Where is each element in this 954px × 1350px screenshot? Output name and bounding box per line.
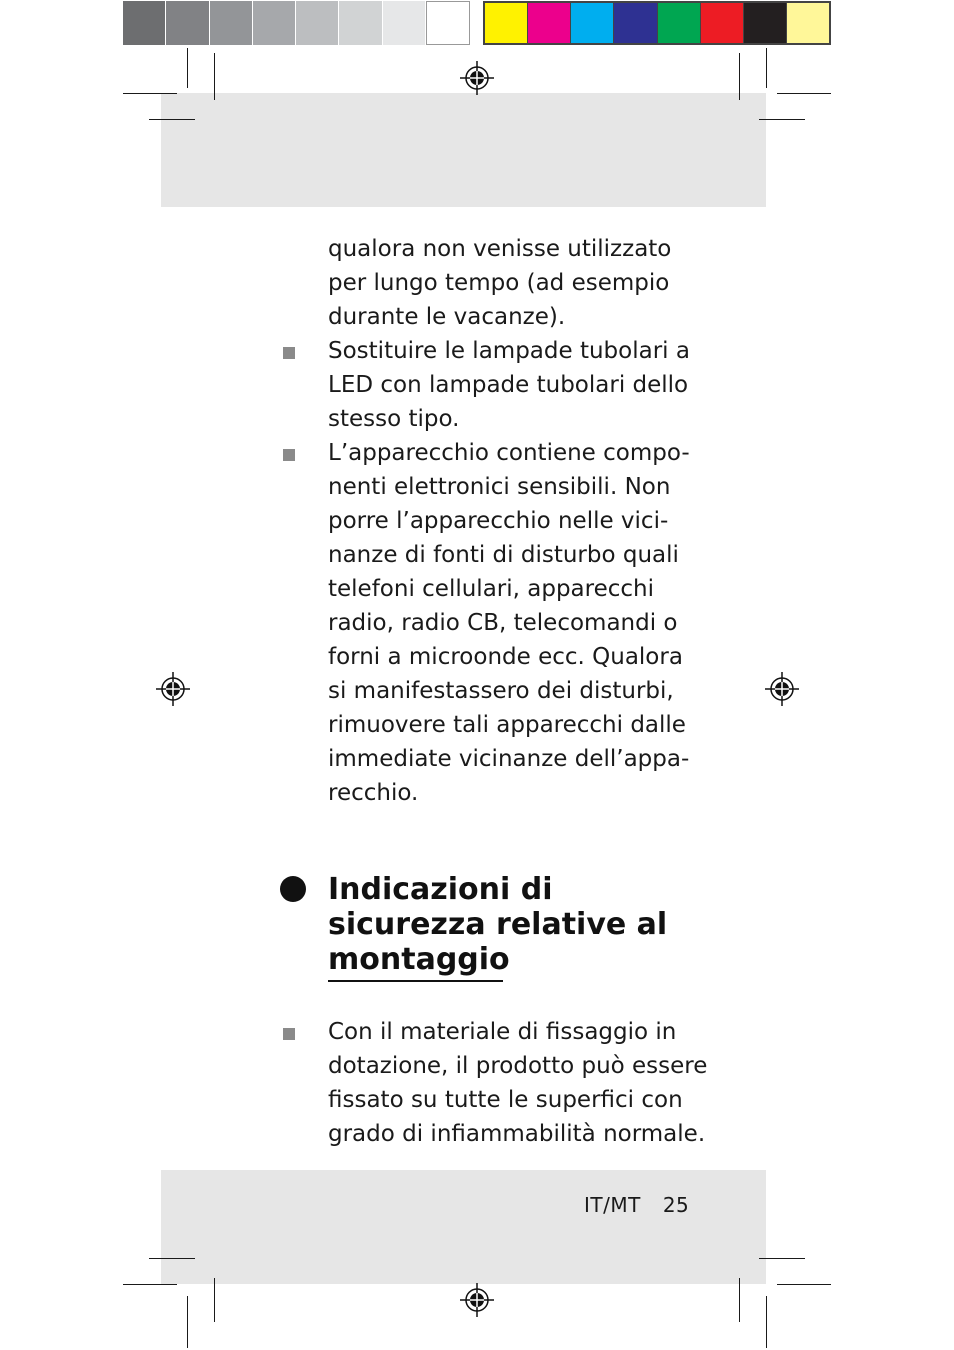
gray-swatch [426, 1, 470, 45]
crop-mark [759, 119, 805, 120]
bullet-item [280, 334, 700, 436]
header-panel [161, 93, 766, 207]
bullet-item [280, 1015, 708, 1151]
color-swatch [787, 3, 829, 43]
text-line: durante le vacanze). [328, 304, 566, 330]
gray-swatch [253, 1, 296, 45]
crop-mark [759, 1258, 805, 1259]
title-line: Indicazioni di [328, 872, 553, 907]
square-bullet-icon [283, 1028, 295, 1040]
page-number: 25 [662, 1193, 690, 1217]
color-swatch [614, 3, 657, 43]
text-line: rimuovere tali apparecchi dalle [328, 712, 686, 738]
color-swatch [485, 3, 528, 43]
text-line: nanze di fonti di disturbo quali [328, 542, 679, 568]
text-line: L’apparecchio contiene compo- [328, 440, 690, 466]
crop-mark [777, 93, 831, 94]
text-line: Sostituire le lampade tubolari a [328, 338, 690, 364]
section-dot-icon [280, 876, 306, 902]
registration-mark-icon [155, 671, 191, 707]
text-line: nenti elettronici sensibili. Non [328, 474, 671, 500]
crop-mark [777, 1284, 831, 1285]
text-line: LED con lampade tubolari dello [328, 372, 689, 398]
crop-mark [149, 1258, 195, 1259]
text-line: telefoni cellulari, apparecchi [328, 576, 655, 602]
text-line: qualora non venisse utilizzato [328, 236, 672, 262]
grayscale-color-bar [123, 1, 470, 45]
section-heading [280, 872, 700, 982]
gray-swatch [123, 1, 166, 45]
section-title [328, 872, 700, 977]
text-line: per lungo tempo (ad esempio [328, 270, 670, 296]
crop-mark [123, 93, 177, 94]
text-line: fissato su tutte le superfici con [328, 1087, 683, 1113]
text-line: porre l’apparecchio nelle vici- [328, 508, 669, 534]
color-swatch [701, 3, 744, 43]
gray-swatch [339, 1, 382, 45]
text-line: radio, radio CB, telecomandi o [328, 610, 678, 636]
crop-mark [766, 48, 767, 88]
page-content [280, 232, 708, 1151]
crop-mark [739, 53, 740, 100]
crop-mark [214, 53, 215, 100]
crop-mark [739, 1278, 740, 1322]
title-line: sicurezza relative al [328, 907, 668, 942]
gray-swatch [383, 1, 426, 45]
text-line: si manifestassero dei disturbi, [328, 678, 674, 704]
color-swatch [658, 3, 701, 43]
crop-mark [214, 1278, 215, 1322]
text-line: stesso tipo. [328, 406, 460, 432]
gray-swatch [296, 1, 339, 45]
page-footer [584, 1193, 689, 1217]
gray-swatch [210, 1, 253, 45]
registration-mark-icon [764, 671, 800, 707]
text-line: immediate vicinanze dell’appa- [328, 746, 690, 772]
text-line: Con il materiale di fissaggio in [328, 1019, 677, 1045]
color-swatch [744, 3, 787, 43]
footer-panel [161, 1170, 766, 1284]
crop-mark [149, 119, 195, 120]
text-line: forni a microonde ecc. Qualora [328, 644, 683, 670]
crop-mark [123, 1284, 177, 1285]
title-line: montaggio [328, 942, 510, 977]
process-color-bar [483, 1, 831, 45]
language-code: IT/MT [584, 1193, 641, 1217]
square-bullet-icon [283, 449, 295, 461]
text-line: grado di infiammabilità normale. [328, 1121, 706, 1147]
color-swatch [571, 3, 614, 43]
square-bullet-icon [283, 347, 295, 359]
continuation-paragraph [280, 232, 700, 334]
gray-swatch [166, 1, 209, 45]
crop-mark [187, 48, 188, 88]
registration-mark-icon [459, 60, 495, 96]
crop-mark [766, 1296, 767, 1348]
text-line: recchio. [328, 780, 419, 806]
crop-mark [187, 1296, 188, 1348]
text-line: dotazione, il prodotto può essere [328, 1053, 708, 1079]
title-underline [328, 980, 503, 982]
color-swatch [528, 3, 571, 43]
registration-mark-icon [459, 1282, 495, 1318]
bullet-item [280, 436, 700, 810]
